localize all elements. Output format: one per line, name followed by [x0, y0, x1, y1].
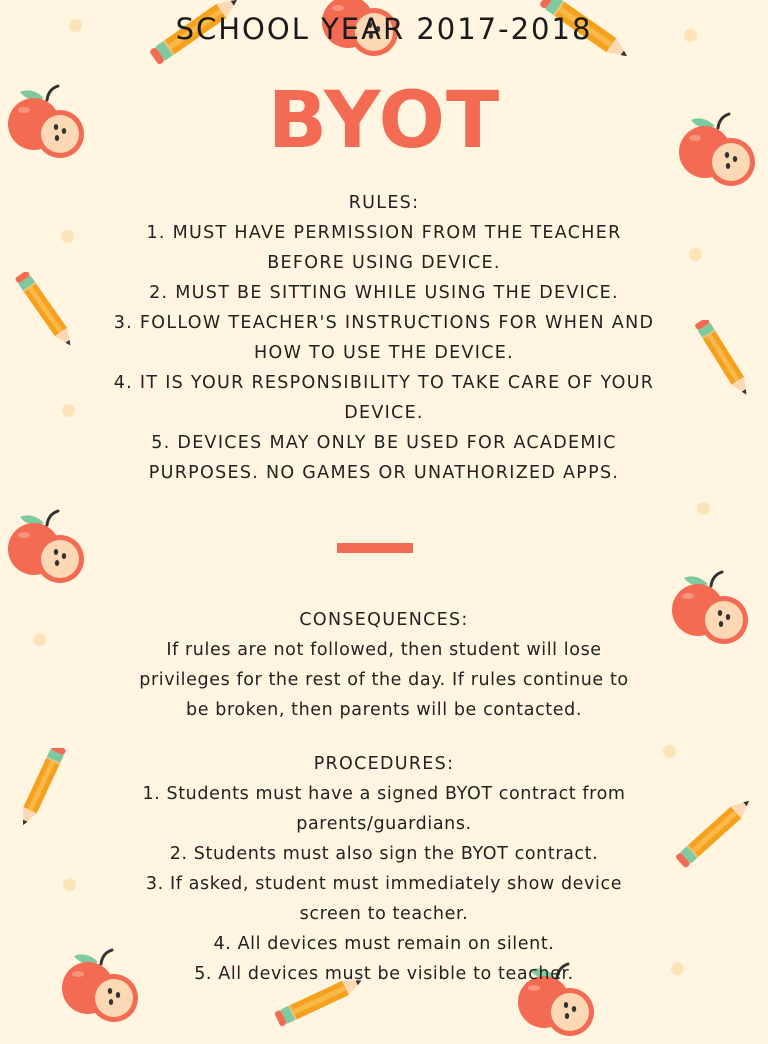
- procedure-line: 5. All devices must be visible to teacher.: [194, 964, 574, 984]
- consequences-heading: CONSEQUENCES:: [299, 610, 469, 630]
- consequence-line: be broken, then parents will be contacted.: [186, 700, 582, 720]
- school-year: SCHOOL YEAR 2017-2018: [175, 12, 593, 46]
- rule-line: BEFORE USING DEVICE.: [267, 253, 501, 273]
- rule-line: DEVICE.: [344, 403, 424, 423]
- procedure-line: parents/guardians.: [296, 814, 472, 834]
- rule-line: 3. FOLLOW TEACHER'S INSTRUCTIONS FOR WHEN AND: [113, 313, 655, 333]
- consequences-section: [110, 605, 658, 725]
- rule-line: PURPOSES. NO GAMES OR UNATHORIZED APPS.: [148, 463, 620, 483]
- procedure-line: 1. Students must have a signed BYOT contract from: [142, 784, 626, 804]
- rules-section: [100, 188, 668, 488]
- procedure-line: screen to teacher.: [299, 904, 469, 924]
- rule-line: 1. MUST HAVE PERMISSION FROM THE TEACHER: [146, 223, 622, 243]
- procedures-heading: PROCEDURES:: [313, 754, 455, 774]
- procedure-line: 3. If asked, student must immediately show device: [145, 874, 623, 894]
- consequence-line: privileges for the rest of the day. If rules continue to: [139, 670, 629, 690]
- rules-heading: RULES:: [348, 193, 420, 213]
- rule-line: 5. DEVICES MAY ONLY BE USED FOR ACADEMIC: [151, 433, 617, 453]
- rule-line: HOW TO USE THE DEVICE.: [254, 343, 514, 363]
- consequence-line: If rules are not followed, then student will lose: [166, 640, 602, 660]
- section-divider: [337, 543, 413, 553]
- procedure-line: 2. Students must also sign the BYOT contract.: [169, 844, 599, 864]
- page-title: BYOT: [267, 76, 501, 166]
- rule-line: 2. MUST BE SITTING WHILE USING THE DEVICE.: [149, 283, 619, 303]
- procedures-section: [110, 749, 658, 989]
- procedure-line: 4. All devices must remain on silent.: [213, 934, 555, 954]
- rule-line: 4. IT IS YOUR RESPONSIBILITY TO TAKE CARE OF YOUR: [113, 373, 655, 393]
